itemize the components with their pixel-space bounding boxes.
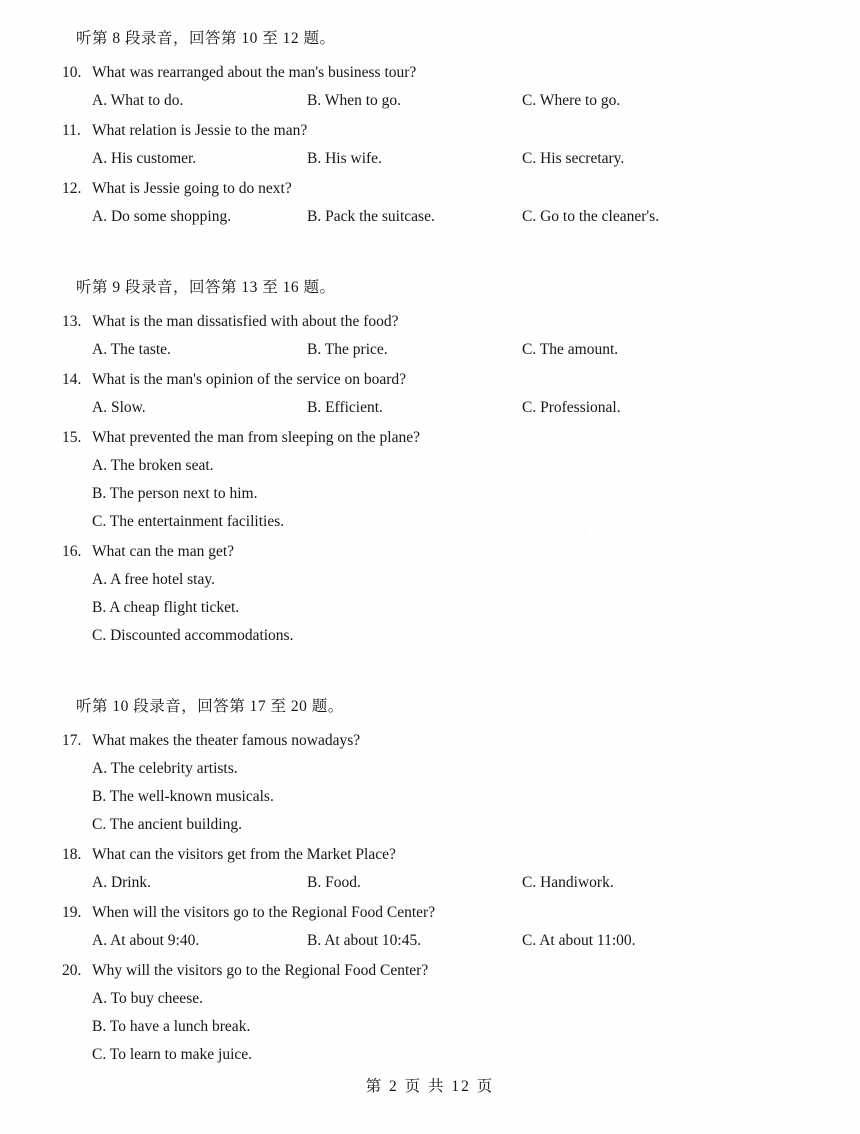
question-item (62, 59, 798, 115)
question-item (62, 366, 798, 422)
question-group (62, 694, 798, 1091)
answer-option[interactable]: B. The person next to him. (92, 485, 258, 502)
question-text: When will the visitors go to the Regional Food Center? (92, 904, 436, 921)
answer-options (62, 87, 798, 115)
question-text: What is the man dissatisfied with about the food? (92, 313, 399, 330)
answer-option[interactable]: C. Where to go. (522, 92, 621, 109)
answer-options (62, 755, 798, 839)
answer-option[interactable]: C. Handiwork. (522, 874, 614, 891)
question-number: 17. (62, 732, 82, 749)
question-text: What is the man's opinion of the service on board? (92, 371, 406, 388)
answer-options (62, 927, 798, 955)
question-number: 13. (62, 313, 82, 330)
answer-option[interactable]: C. The amount. (522, 341, 619, 358)
answer-options (62, 985, 798, 1069)
group-spacer (62, 652, 798, 672)
answer-options (62, 203, 798, 231)
answer-option[interactable]: B. A cheap flight ticket. (92, 599, 240, 616)
answer-option[interactable]: B. When to go. (307, 92, 401, 109)
answer-option[interactable]: A. The broken seat. (92, 457, 214, 474)
question-text: What prevented the man from sleeping on the plane? (92, 429, 420, 446)
question-line (62, 424, 798, 452)
answer-option[interactable]: A. His customer. (92, 150, 197, 167)
question-text: What relation is Jessie to the man? (92, 122, 308, 139)
answer-option[interactable]: A. The celebrity artists. (92, 760, 238, 777)
question-number: 19. (62, 904, 82, 921)
answer-option[interactable]: C. To learn to make juice. (92, 1046, 253, 1063)
question-line (62, 366, 798, 394)
question-line (62, 727, 798, 755)
question-line (62, 538, 798, 566)
answer-option[interactable]: A. Drink. (92, 874, 151, 891)
answer-option[interactable]: B. Food. (307, 874, 361, 891)
answer-option[interactable]: C. Go to the cleaner's. (522, 208, 660, 225)
question-text: What was rearranged about the man's business tour? (92, 64, 417, 81)
section-heading: 听第 8 段录音，回答第 10 至 12 题。 (76, 30, 336, 47)
question-line (62, 59, 798, 87)
answer-options (62, 566, 798, 650)
question-text: What is Jessie going to do next? (92, 180, 292, 197)
question-number: 10. (62, 64, 82, 81)
question-number: 16. (62, 543, 82, 560)
question-group (62, 275, 798, 672)
question-item (62, 899, 798, 955)
answer-option[interactable]: A. The taste. (92, 341, 171, 358)
answer-option[interactable]: A. To buy cheese. (92, 990, 203, 1007)
question-text: What can the man get? (92, 543, 235, 560)
question-group (62, 26, 798, 253)
answer-option[interactable]: B. The well-known musicals. (92, 788, 274, 805)
answer-option[interactable]: C. The entertainment facilities. (92, 513, 285, 530)
group-spacer (62, 233, 798, 253)
question-number: 11. (62, 122, 81, 139)
question-item (62, 424, 798, 536)
question-number: 14. (62, 371, 82, 388)
answer-option[interactable]: B. To have a lunch break. (92, 1018, 251, 1035)
answer-option[interactable]: A. A free hotel stay. (92, 571, 215, 588)
answer-option[interactable]: C. Professional. (522, 399, 621, 416)
section-heading: 听第 10 段录音，回答第 17 至 20 题。 (76, 698, 344, 715)
answer-option[interactable]: A. Do some shopping. (92, 208, 232, 225)
question-line (62, 117, 798, 145)
question-text: What can the visitors get from the Market Place? (92, 846, 396, 863)
question-line (62, 308, 798, 336)
question-line (62, 957, 798, 985)
question-number: 20. (62, 962, 82, 979)
answer-options (62, 452, 798, 536)
question-item (62, 727, 798, 839)
answer-option[interactable]: B. The price. (307, 341, 388, 358)
answer-option[interactable]: C. His secretary. (522, 150, 625, 167)
answer-option[interactable]: B. Pack the suitcase. (307, 208, 435, 225)
question-text: Why will the visitors go to the Regional Food Center? (92, 962, 429, 979)
question-number: 18. (62, 846, 82, 863)
question-item (62, 841, 798, 897)
question-groups (62, 26, 798, 1091)
answer-options (62, 336, 798, 364)
question-line (62, 899, 798, 927)
question-text: What makes the theater famous nowadays? (92, 732, 361, 749)
answer-option[interactable]: B. Efficient. (307, 399, 383, 416)
answer-option[interactable]: A. At about 9:40. (92, 932, 200, 949)
answer-option[interactable]: C. Discounted accommodations. (92, 627, 294, 644)
question-item (62, 308, 798, 364)
question-number: 12. (62, 180, 82, 197)
answer-options (62, 145, 798, 173)
page-footer: 第 2 页 共 12 页 (365, 1078, 495, 1095)
question-number: 15. (62, 429, 82, 446)
question-line (62, 841, 798, 869)
section-heading: 听第 9 段录音，回答第 13 至 16 题。 (76, 279, 336, 296)
answer-option[interactable]: B. At about 10:45. (307, 932, 422, 949)
answer-option[interactable]: B. His wife. (307, 150, 382, 167)
answer-options (62, 394, 798, 422)
question-item (62, 117, 798, 173)
answer-option[interactable]: C. The ancient building. (92, 816, 242, 833)
question-line (62, 175, 798, 203)
question-item (62, 175, 798, 231)
question-item (62, 538, 798, 650)
answer-options (62, 869, 798, 897)
answer-option[interactable]: A. Slow. (92, 399, 146, 416)
answer-option[interactable]: A. What to do. (92, 92, 184, 109)
answer-option[interactable]: C. At about 11:00. (522, 932, 636, 949)
question-item (62, 957, 798, 1069)
